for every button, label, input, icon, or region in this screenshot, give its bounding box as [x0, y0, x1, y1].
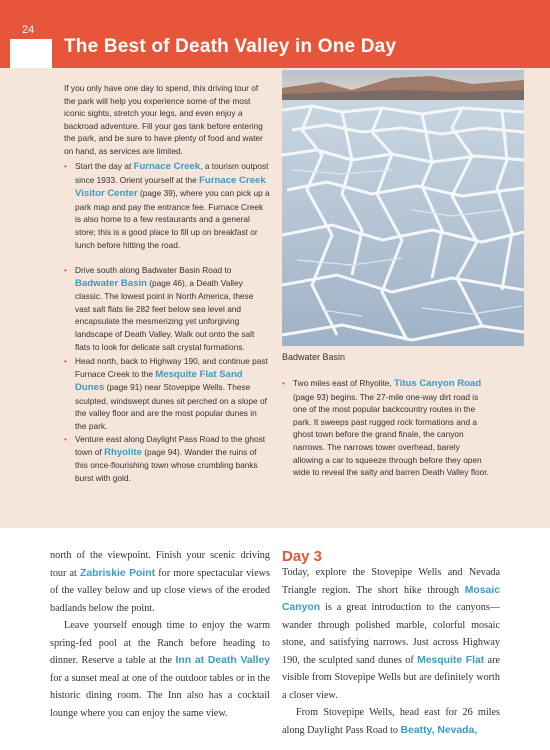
list-item: • Head north, back to Highway 190, and continue past Furnace Creek to the Mesquite Flat Sand Dunes (page 91) near Stovepipe Wells. These sculpted, windswept dunes sit perched on a slope of the valley floor and are the most popular dunes in the park.: [64, 355, 270, 433]
place-name: Furnace Creek: [133, 161, 201, 172]
list-item: • Drive south along Badwater Basin Road to Badwater Basin (page 46), a Death Valley classic. The lowest point in North America, these vast salt flats lie 282 feet below sea level and encapsulate the mesmerizing yet unforgiving landscape of Death Valley. Walk out onto the salt flats to look for delicate salt crystal formations.: [64, 264, 270, 353]
page-title: The Best of Death Valley in One Day: [64, 36, 397, 57]
place-name: Beatty, Nevada,: [400, 724, 478, 736]
place-name: Mesquite Flat Sand Dunes: [75, 368, 243, 394]
lower-left-column: north of the viewpoint. Finish your scenic driving tour at Zabriskie Point for more spectacular views of the valley below and up close views of the eroded badlands below the point. Leave yourself enough time to enjoy the warm spring-fed pool at the Ranch before heading to dinner. Reserve a table at the Inn at Death Valley for a sunset meal at one of the outdoor tables or in the historic dining room. The Inn also has a cocktail lounge where you can enjoy the same view.: [50, 550, 270, 719]
salt-flat-image: [282, 70, 524, 346]
photo-caption: Badwater Basin: [282, 352, 346, 362]
place-name: Inn at Death Valley: [175, 655, 270, 666]
list-item: • Two miles east of Rhyolite, Titus Canyon Road (page 93) begins. The 27-mile one-way dirt road is one of the most popular backcountry routes in the park. It sweeps past rugged rock formations and a ghost town before the grand finale, the canyon narrows. The narrows tower overhead, barely allowing a car to squeeze through before they open wide to reveal the salty and barren Death Valley floor.: [282, 377, 492, 479]
place-name: Mosaic Canyon: [282, 584, 500, 613]
photo-badwater-basin: [282, 70, 524, 346]
intro-paragraph: If you only have one day to spend, this driving tour of the park will help you experience some of the most iconic sights, stretch your legs, and even enjoy a backroad adventure. Fill your gas tank before entering the park, and be sure to have plenty of food and water on hand, as services are limited.: [64, 83, 263, 156]
place-name: Titus Canyon Road: [394, 378, 482, 389]
list-item: • Venture east along Daylight Pass Road to the ghost town of Rhyolite (page 94). Wander the ruins of this once-flourishing town whose crumbling banks burst with gold.: [64, 433, 270, 484]
place-name: Rhyolite: [104, 446, 142, 458]
list-item: • Start the day at Furnace Creek, a tourism outpost since 1933. Orient yourself at the Furnace Creek Visitor Center (page 39), where you can pick up a park map and pay the entrance fee. Furnace Creek is also home to a few restaurants and a general store; this is a good place to fill up on breakfast or lunch before hitting the road.: [64, 160, 270, 251]
page-number: 24: [22, 24, 35, 36]
place-name: Zabriskie Point: [80, 567, 156, 579]
place-name: Mesquite Flat: [417, 654, 485, 666]
page-tab: [10, 39, 52, 68]
place-name: Furnace Creek Visitor Center: [75, 174, 266, 200]
place-name: Badwater Basin: [75, 277, 147, 289]
lower-right-column: Today, explore the Stovepipe Wells and Nevada Triangle region. The short hike through Mosaic Canyon is a great introduction to the canyons—wander through polished marble, colorful mosaic stone, and satisfying narrows. Just across Highway 190, the sculpted sand dunes of Mesquite Flat are visible from Stovepipe Wells but are definitely worth a closer view. From Stovepipe Wells, head east for 26 miles along Daylight Pass Road to Beatty, Nevada,: [282, 567, 500, 736]
section-heading: Day 3: [282, 548, 323, 565]
